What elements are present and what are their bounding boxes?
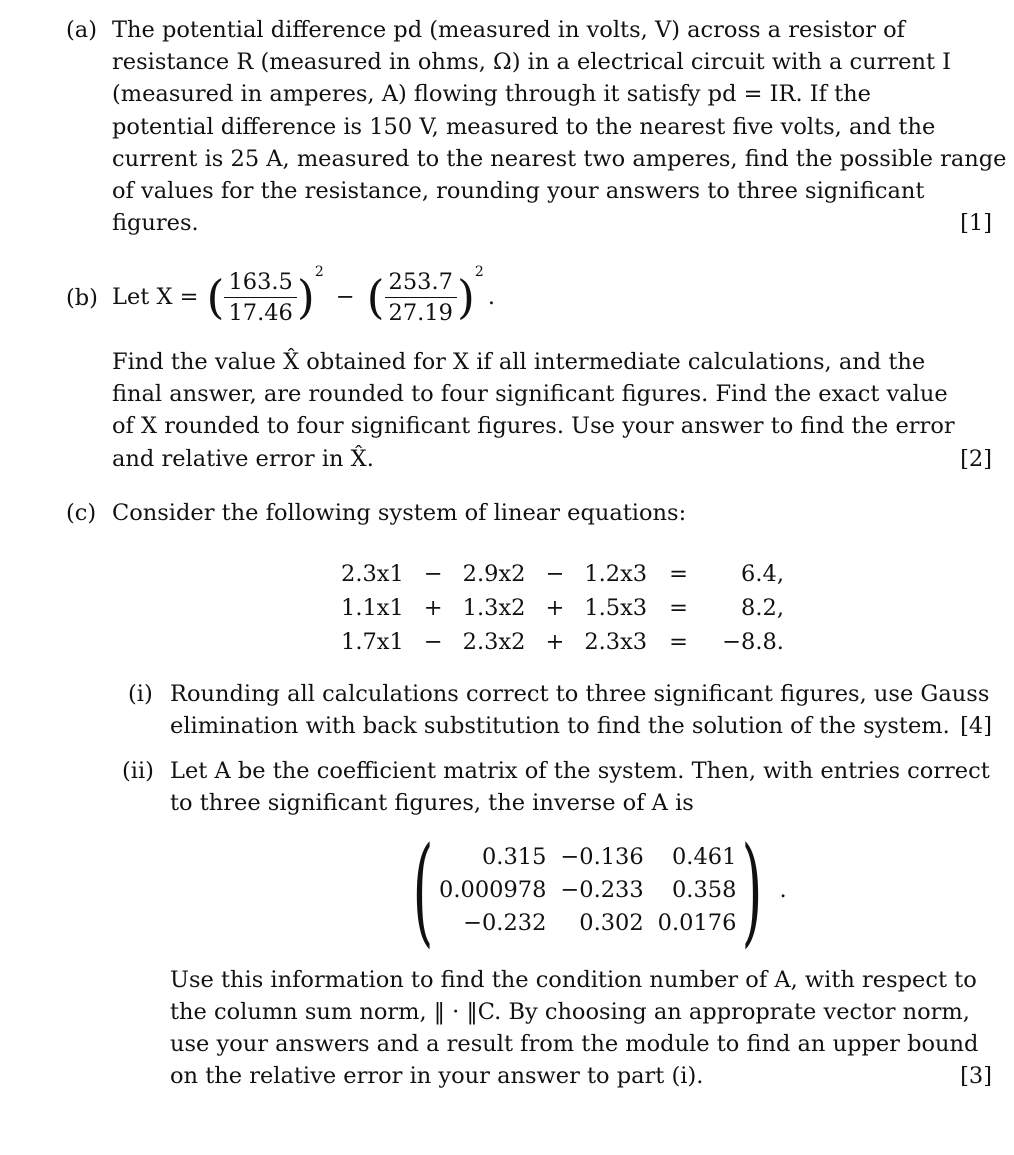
- part-a-label: (a): [66, 17, 97, 43]
- right-paren-2: ): [456, 270, 475, 324]
- eq2-term3: 1.5x3: [584, 595, 648, 621]
- sub-ii-after-line-4: on the relative error in your answer to part (i).: [170, 1063, 704, 1089]
- part-b-marks: [2]: [960, 446, 992, 472]
- eq2-equals: =: [669, 595, 688, 621]
- part-b-line-3: of X rounded to four significant figures. Use your answer to find the error: [112, 413, 955, 439]
- part-a-line-3: (measured in amperes, A) flowing through it satisfy pd = IR. If the: [112, 81, 871, 107]
- left-paren-2: (: [366, 270, 385, 324]
- equation-row-3: [335, 625, 790, 659]
- m32: 0.302: [579, 910, 644, 936]
- sub-i-line-2: elimination with back substitution to find the solution of the system.: [170, 713, 950, 739]
- sub-ii-after-line-1: Use this information to find the condition number of A, with respect to: [170, 967, 977, 993]
- sub-ii-line-2: to three significant figures, the inverse of A is: [170, 790, 694, 816]
- part-a-line-2: resistance R (measured in ohms, Ω) in a electrical circuit with a current I: [112, 49, 952, 75]
- matrix-row-3: [432, 907, 743, 940]
- eq1-term3: 1.2x3: [584, 561, 648, 587]
- sub-i-line-1: Rounding all calculations correct to three significant figures, use Gauss: [170, 681, 990, 707]
- sub-ii-after-line-3: use your answers and a result from the module to find an upper bound: [170, 1031, 979, 1057]
- eq1-term1: 2.3x1: [341, 561, 404, 587]
- period: .: [487, 284, 495, 310]
- equation-row-1: [335, 557, 790, 591]
- let-x-text: Let X =: [112, 284, 199, 310]
- m33: 0.0176: [657, 910, 737, 936]
- eq1-rhs: 6.4,: [741, 561, 784, 587]
- fraction-1: [224, 267, 296, 328]
- sub-ii-marks: [3]: [960, 1063, 992, 1089]
- sub-ii-label: (ii): [122, 758, 154, 784]
- eq2-rhs: 8.2,: [741, 595, 784, 621]
- part-a-line-4: potential difference is 150 V, measured to the nearest five volts, and the: [112, 114, 936, 140]
- eq1-term2: 2.9x2: [462, 561, 526, 587]
- eq3-term3: 2.3x3: [584, 629, 648, 655]
- x-definition: [112, 262, 495, 332]
- eq3-rhs: −8.8.: [722, 629, 784, 655]
- eq2-op1: +: [423, 595, 443, 621]
- eq3-op2: +: [545, 629, 565, 655]
- sub-i-marks: [4]: [960, 713, 992, 739]
- fraction-1-denominator: 17.46: [228, 299, 293, 326]
- eq3-op1: −: [423, 629, 443, 655]
- eq2-term2: 1.3x2: [462, 595, 526, 621]
- eq1-equals: =: [669, 561, 688, 587]
- eq2-term1: 1.1x1: [341, 595, 404, 621]
- part-a-line-5: current is 25 A, measured to the nearest two amperes, find the possible range: [112, 146, 1007, 172]
- right-paren-1: ): [296, 270, 315, 324]
- left-paren-1: (: [206, 270, 225, 324]
- inverse-matrix: [400, 821, 787, 959]
- m21: 0.000978: [439, 877, 547, 903]
- equation-system: [335, 557, 790, 659]
- part-c-label: (c): [66, 500, 97, 526]
- eq3-term2: 2.3x2: [462, 629, 526, 655]
- part-a-line-1: The potential difference pd (measured in volts, V) across a resistor of: [112, 17, 905, 43]
- matrix-left-paren: (: [412, 821, 434, 959]
- part-a-marks: [1]: [960, 210, 992, 236]
- matrix-period: .: [779, 877, 787, 903]
- part-a-line-6: of values for the resistance, rounding your answers to three significant: [112, 178, 925, 204]
- minus-sign: −: [335, 284, 355, 310]
- m13: 0.461: [671, 844, 737, 870]
- part-a-line-7: figures.: [112, 210, 199, 236]
- matrix-right-paren: ): [742, 821, 763, 959]
- eq1-op2: −: [545, 561, 565, 587]
- eq1-op1: −: [423, 561, 443, 587]
- fraction-2-numerator: 253.7: [385, 267, 457, 298]
- equation-row-2: [335, 591, 790, 625]
- exponent-2: 2: [474, 264, 484, 280]
- eq3-equals: =: [669, 629, 688, 655]
- part-b-line-4: and relative error in X̂.: [112, 446, 374, 472]
- sub-i-label: (i): [128, 681, 153, 707]
- m11: 0.315: [481, 844, 547, 870]
- m22: −0.233: [560, 877, 644, 903]
- part-b-label: (b): [66, 285, 98, 311]
- fraction-1-numerator: 163.5: [224, 267, 296, 298]
- part-b-line-2: final answer, are rounded to four significant figures. Find the exact value: [112, 381, 948, 407]
- matrix-table: [432, 841, 743, 940]
- matrix-row-2: [432, 874, 743, 907]
- m23: 0.358: [671, 877, 737, 903]
- sub-ii-after-line-2: the column sum norm, ‖ · ‖C. By choosing an approprate vector norm,: [170, 999, 970, 1025]
- fraction-2: [385, 267, 457, 328]
- part-c-intro: Consider the following system of linear equations:: [112, 500, 687, 526]
- sub-ii-line-1: Let A be the coefficient matrix of the system. Then, with entries correct: [170, 758, 990, 784]
- matrix-row-1: [432, 841, 743, 874]
- eq3-term1: 1.7x1: [341, 629, 404, 655]
- exponent-1: 2: [314, 264, 324, 280]
- part-b-line-1: Find the value X̂ obtained for X if all intermediate calculations, and the: [112, 349, 926, 375]
- eq2-op2: +: [545, 595, 565, 621]
- m12: −0.136: [560, 844, 644, 870]
- m31: −0.232: [463, 910, 547, 936]
- fraction-2-denominator: 27.19: [388, 299, 453, 326]
